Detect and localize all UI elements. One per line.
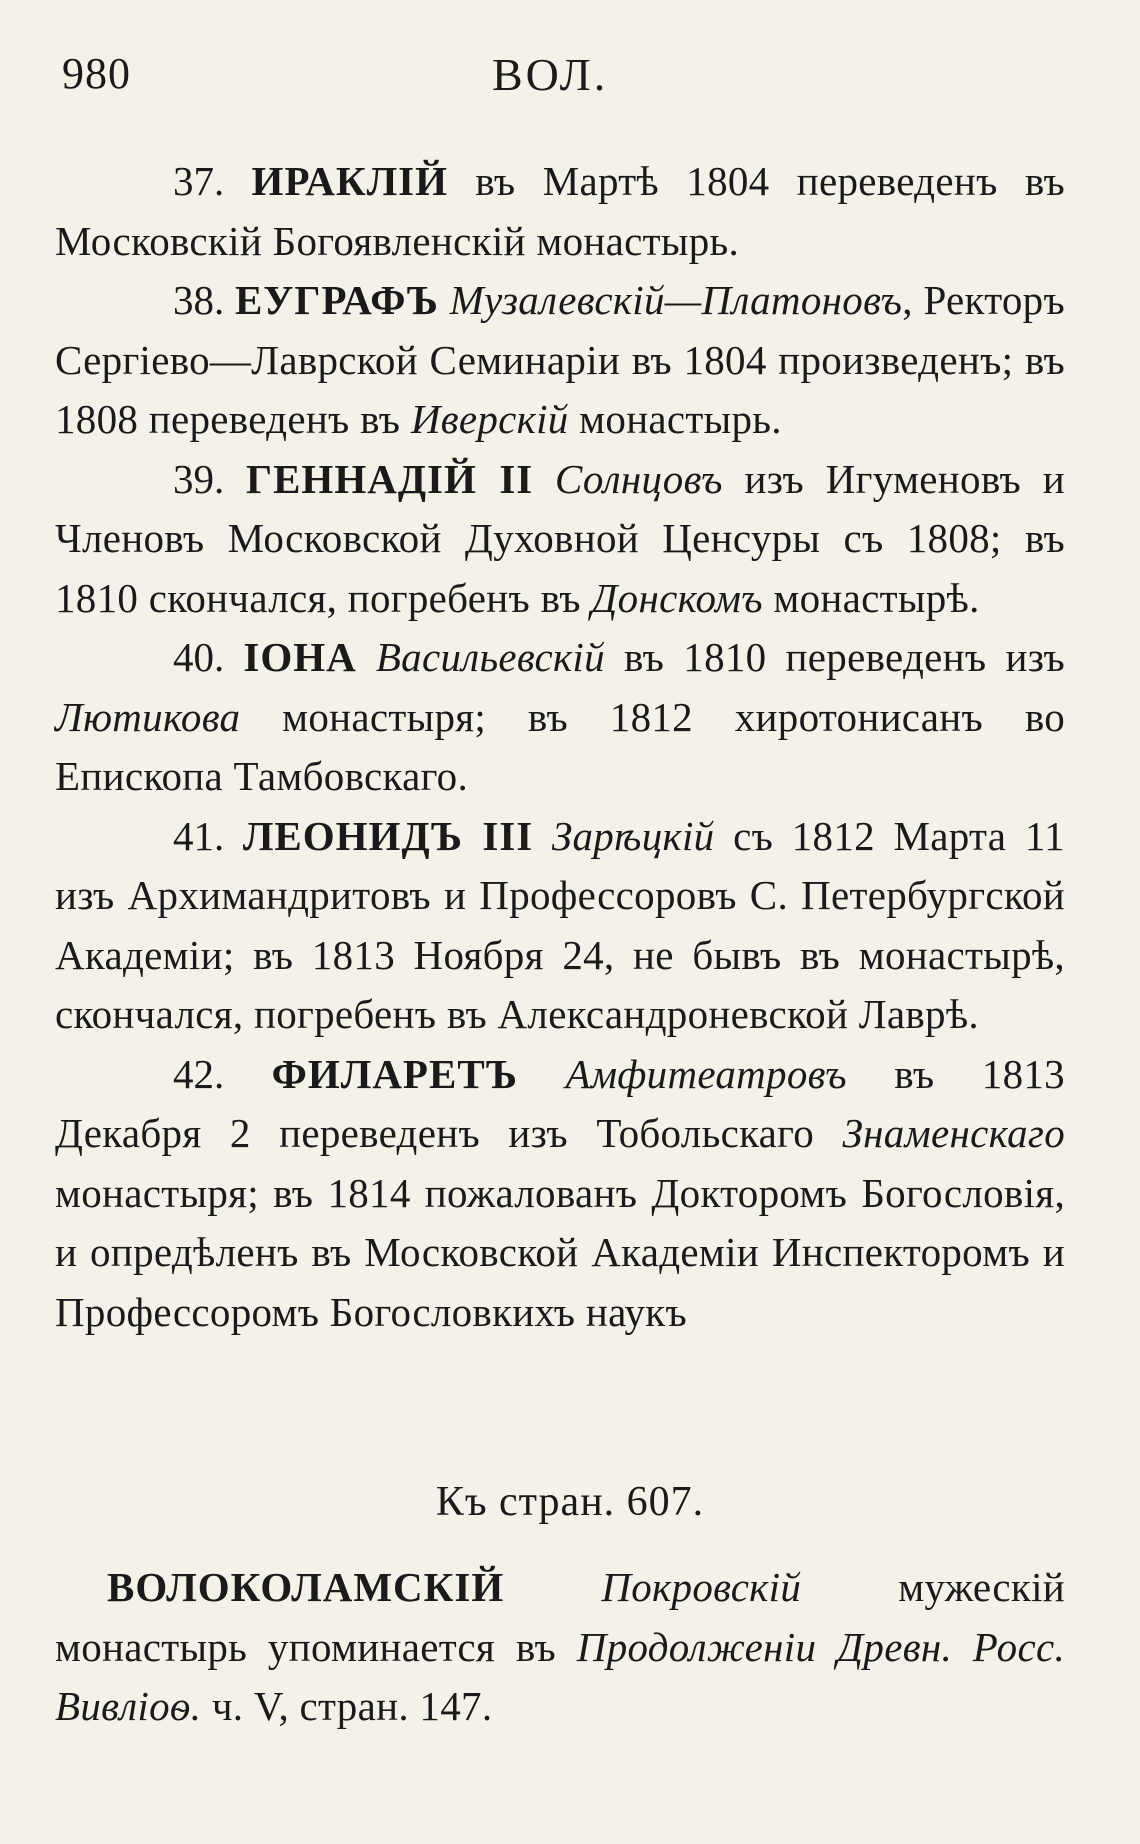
final-entry-block — [55, 1558, 1065, 1737]
entry-text-end: монастырь. — [568, 396, 782, 442]
entry-number: 40. — [173, 634, 225, 680]
entry-41 — [55, 807, 1065, 1045]
entry-text-end: монастыря; въ 1812 хиротонисанъ во Епископа Тамбовскаго. — [55, 693, 1065, 799]
entry-text: , Ректоръ Сергіево—Лаврской Семинаріи въ 1804 произведенъ; въ 1808 переведенъ въ — [55, 277, 1065, 442]
running-head: ВОЛ. — [492, 49, 609, 100]
entry-name: ІОНА — [243, 634, 357, 680]
entry-text-end: монастыря; въ 1814 пожалованъ Докторомъ Богословія, и опредѣленъ въ Московской Академіи Инспекторомъ и Профессоромъ Богословкихъ наукъ — [55, 1169, 1065, 1335]
final-entry-heading: ВОЛОКОЛАМСКІЙ — [107, 1564, 505, 1610]
entry-37 — [55, 152, 1065, 271]
entry-number: 38. — [173, 277, 225, 323]
entry-surname: Амфитеатровъ — [565, 1050, 847, 1097]
entry-name: ЕУГРАФЪ — [234, 277, 439, 323]
entry-name: ГЕННАДІЙ II — [246, 455, 534, 502]
entry-surname: Зарѣцкій — [551, 812, 715, 859]
entry-surname: Васильевскій — [375, 634, 605, 680]
entry-text: изъ Игуменовъ и Членовъ Московской Духовной Ценсуры съ 1808; въ 1810 скончался, погребенъ въ — [55, 455, 1065, 621]
final-entry-heading-italic: Покровскій — [601, 1564, 802, 1610]
entry-name: ИРАКЛІЙ — [251, 158, 448, 204]
entry-40 — [55, 628, 1065, 807]
entry-name: ФИЛАРЕТЪ — [271, 1050, 519, 1097]
entry-text: съ 1812 Марта 11 изъ Архимандритовъ и Профессоровъ С. Петербургской Академіи; въ 1813 Ноября 24, не бывъ въ монастырѣ, скончался, погребенъ въ Александроневской Лаврѣ. — [55, 812, 1065, 1037]
entry-text: въ 1810 переведенъ изъ — [604, 634, 1066, 680]
entry-number: 42. — [173, 1050, 225, 1097]
entry-number: 37. — [173, 158, 225, 204]
final-entry-text-end: ч. V, стран. 147. — [201, 1683, 493, 1729]
entry-number: 39. — [173, 455, 225, 502]
entry-text: въ 1813 Декабря 2 переведенъ изъ Тобольскаго — [55, 1050, 1065, 1156]
page-number: 980 — [62, 49, 131, 98]
entry-place: Знаменскаго — [842, 1110, 1065, 1156]
entry-surname: Солнцовъ — [554, 455, 723, 502]
entry-39 — [55, 450, 1065, 629]
entry-text-end: монастырѣ. — [762, 574, 980, 621]
entry-42 — [55, 1045, 1065, 1343]
entry-text: въ Мартѣ 1804 переведенъ въ Московскій Богоявленскій монастырь. — [55, 158, 1065, 264]
entry-list — [55, 152, 1065, 1342]
final-entry — [55, 1558, 1065, 1737]
final-entry-text: мужескій монастырь упоминается въ — [55, 1564, 1065, 1670]
entry-number: 41. — [173, 812, 225, 859]
entry-place: Донскомъ — [591, 574, 763, 621]
entry-place: Лютикова — [55, 693, 241, 740]
entry-place: Иверскій — [410, 396, 569, 442]
entry-38 — [55, 271, 1065, 450]
section-reference: Къ стран. 607. — [435, 1479, 705, 1525]
page-header — [62, 48, 1052, 108]
entry-name: ЛЕОНИДЪ III — [242, 812, 534, 859]
entry-surname: Музалевскій—Платоновъ — [449, 277, 903, 323]
final-entry-source: Продолженіи Древн. Росс. Вивліоѳ. — [55, 1623, 1066, 1729]
